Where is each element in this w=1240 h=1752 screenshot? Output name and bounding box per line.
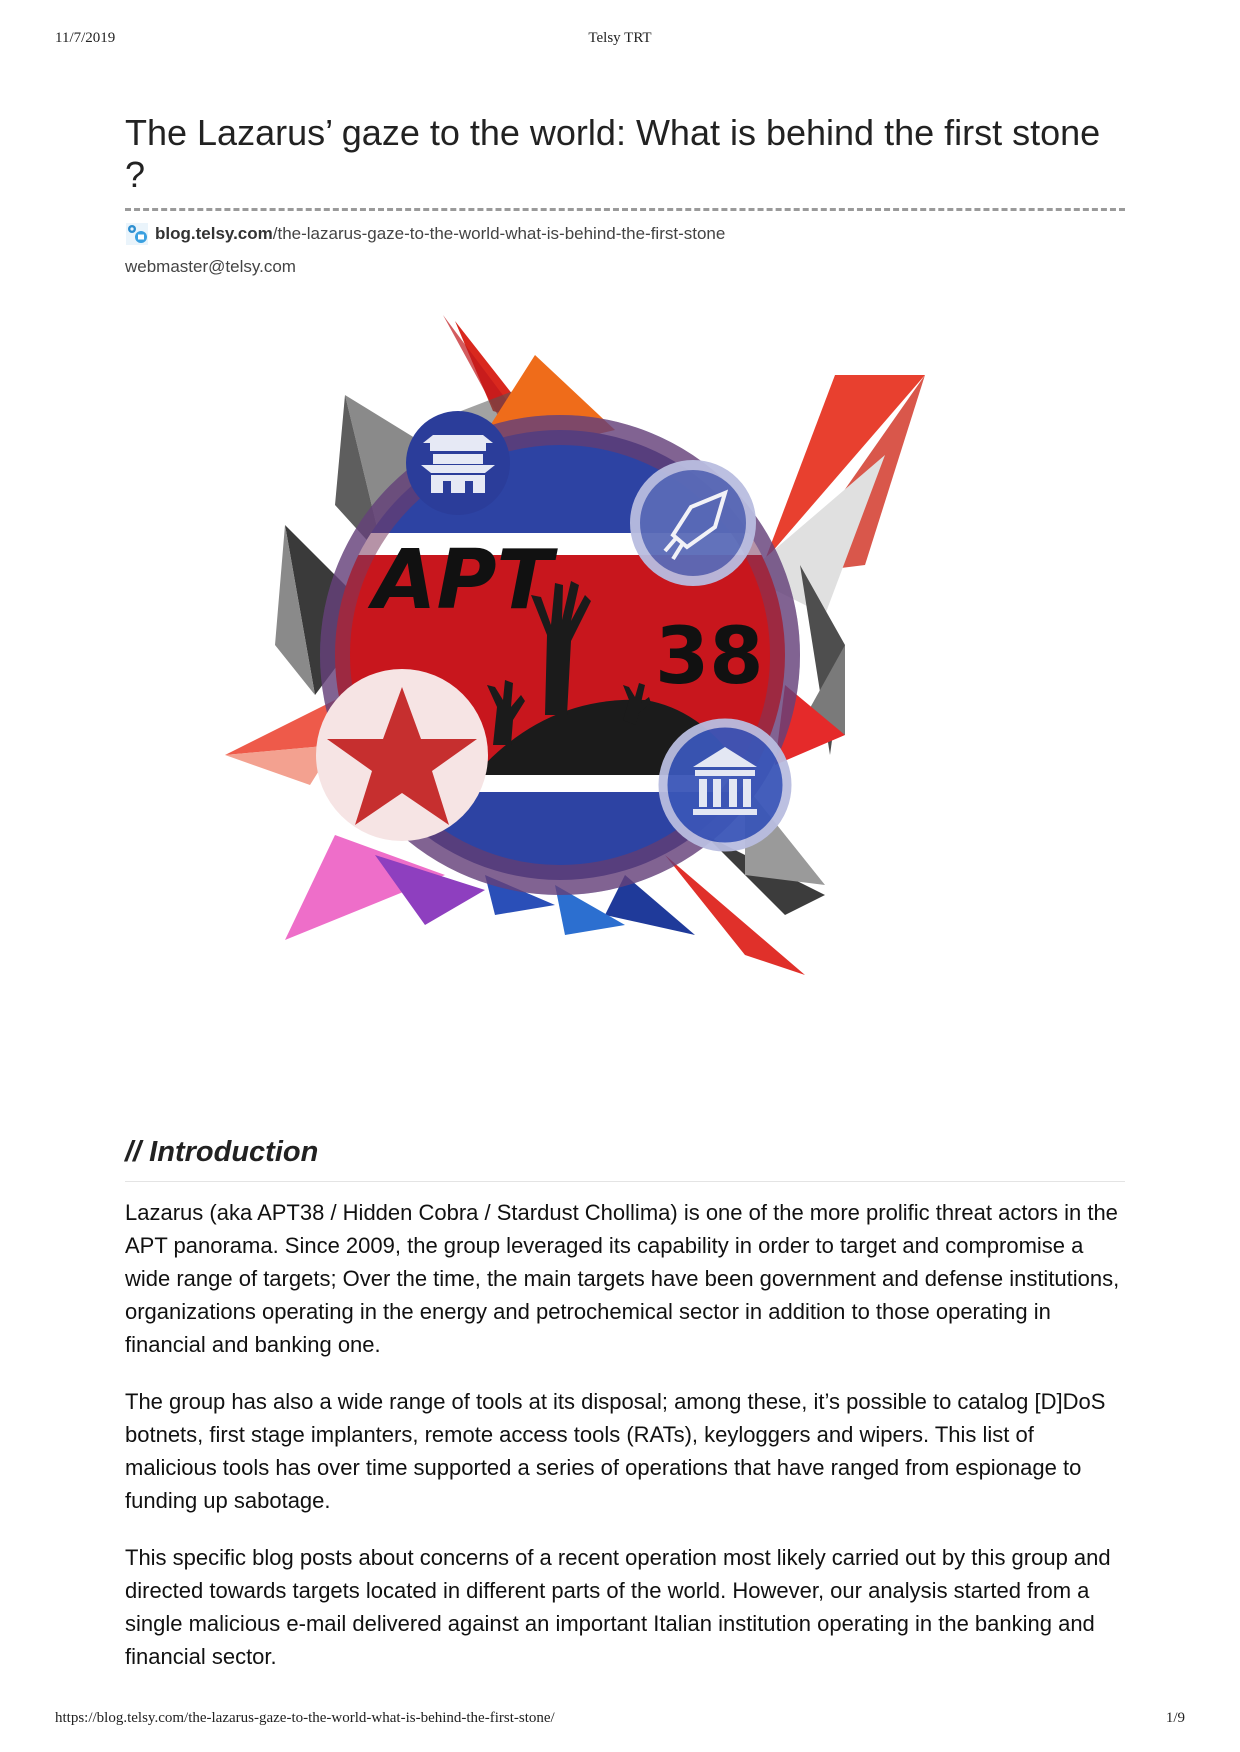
article-header [125, 112, 1125, 277]
pagoda-icon [406, 411, 510, 515]
badge-text-apt: APT [373, 533, 553, 628]
rocket-icon [635, 465, 751, 581]
star-icon [316, 669, 488, 841]
hero-image-apt38 [225, 315, 985, 1105]
print-date: 11/7/2019 [55, 30, 116, 46]
bank-icon [663, 723, 787, 847]
print-url[interactable]: https://blog.telsy.com/the-lazarus-gaze-to-the-world-what-is-behind-the-first-stone/ [55, 1710, 555, 1726]
site-favicon-icon [125, 222, 149, 246]
source-domain[interactable]: blog.telsy.com [155, 224, 273, 243]
paragraph: The group has also a wide range of tools at its disposal; among these, it’s possible to catalog [D]DoS botnets, first stage implanters, remote access tools (RATs), keyloggers and wipers. This list of malicious tools has over time supported a series of operations that have ranged from espionage to funding up sabotage. [125, 1389, 1106, 1513]
badge-text-38: 38 [655, 612, 764, 702]
print-site-title: Telsy TRT [588, 30, 652, 46]
paragraph: Lazarus (aka APT38 / Hidden Cobra / Stardust Chollima) is one of the more prolific threat actors in the APT panorama. Since 2009, the group leveraged its capability in order to target and compromise a wide range of targets; Over the time, the main targets have been government and defense institutions, organizations operating in the energy and petrochemical sector in addition to those operating in financial and banking one. [125, 1200, 1120, 1357]
author-email: webmaster@telsy.com [125, 257, 296, 276]
source-path[interactable]: /the-lazarus-gaze-to-the-world-what-is-behind-the-first-stone [272, 224, 726, 243]
source-link[interactable] [125, 221, 1125, 247]
section-heading-introduction: // Introduction [125, 1136, 1125, 1182]
paragraph: This specific blog posts about concerns of a recent operation most likely carried out by this group and directed towards targets located in different parts of the world. However, our analysis started from a single malicious e-mail delivered against an important Italian institution operating in the banking and financial sector. [125, 1545, 1111, 1669]
page-number: 1/9 [1165, 1710, 1185, 1726]
article-title: The Lazarus’ gaze to the world: What is behind the first stone ? [125, 112, 1125, 211]
introduction-body [125, 1196, 1130, 1697]
print-header [55, 30, 1185, 50]
print-footer [55, 1710, 1185, 1730]
